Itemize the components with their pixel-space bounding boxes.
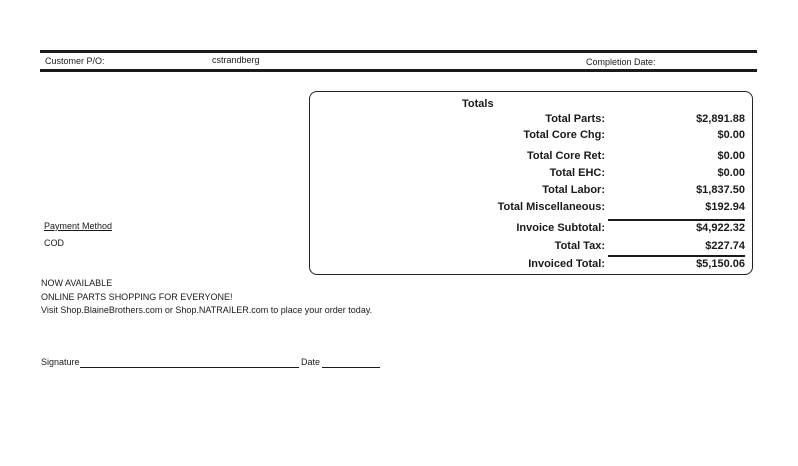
total-separator [608, 255, 745, 257]
promo-line-3: Visit Shop.BlaineBrothers.com or Shop.NATRAILER.com to place your order today. [41, 305, 373, 315]
total-core-ret-row [380, 150, 745, 166]
payment-method-label: Payment Method [44, 221, 113, 231]
total-labor-label: Total Labor: [542, 184, 605, 196]
total-ehc-row [380, 167, 745, 183]
total-core-ret-value: $0.00 [717, 150, 745, 162]
total-core-chg-row [380, 129, 745, 145]
date-label: Date [301, 357, 321, 367]
date-line [322, 367, 380, 368]
invoiced-total-label: Invoiced Total: [528, 258, 605, 270]
total-parts-value: $2,891.88 [696, 113, 745, 125]
invoice-subtotal-value: $4,922.32 [696, 222, 745, 234]
total-labor-value: $1,837.50 [696, 184, 745, 196]
total-ehc-value: $0.00 [717, 167, 745, 179]
total-tax-row [380, 240, 745, 256]
total-misc-label: Total Miscellaneous: [497, 201, 605, 213]
total-ehc-label: Total EHC: [549, 167, 605, 179]
completion-date-label: Completion Date: [586, 57, 656, 67]
signature-line [80, 367, 299, 368]
total-core-chg-value: $0.00 [717, 129, 745, 141]
total-labor-row [380, 184, 745, 200]
total-tax-value: $227.74 [705, 240, 745, 252]
totals-title: Totals [462, 98, 494, 110]
promo-line-2: ONLINE PARTS SHOPPING FOR EVERYONE! [41, 292, 233, 302]
payment-method-value: COD [44, 238, 64, 248]
subtotal-separator [608, 219, 745, 221]
total-misc-row [380, 201, 745, 217]
total-tax-label: Total Tax: [554, 240, 605, 252]
total-parts-row [380, 113, 745, 129]
invoiced-total-row [380, 258, 745, 274]
promo-line-1: NOW AVAILABLE [41, 278, 113, 288]
customer-po-label: Customer P/O: [45, 56, 105, 66]
signature-label: Signature [41, 357, 80, 367]
total-misc-value: $192.94 [705, 201, 745, 213]
invoice-subtotal-label: Invoice Subtotal: [516, 222, 605, 234]
total-core-chg-label: Total Core Chg: [523, 129, 605, 141]
customer-po-value: cstrandberg [212, 55, 260, 65]
header-bottom-rule [40, 69, 757, 72]
header-top-rule [40, 50, 757, 53]
invoiced-total-value: $5,150.06 [696, 258, 745, 270]
total-parts-label: Total Parts: [545, 113, 605, 125]
invoice-subtotal-row [380, 222, 745, 238]
total-core-ret-label: Total Core Ret: [526, 150, 605, 162]
